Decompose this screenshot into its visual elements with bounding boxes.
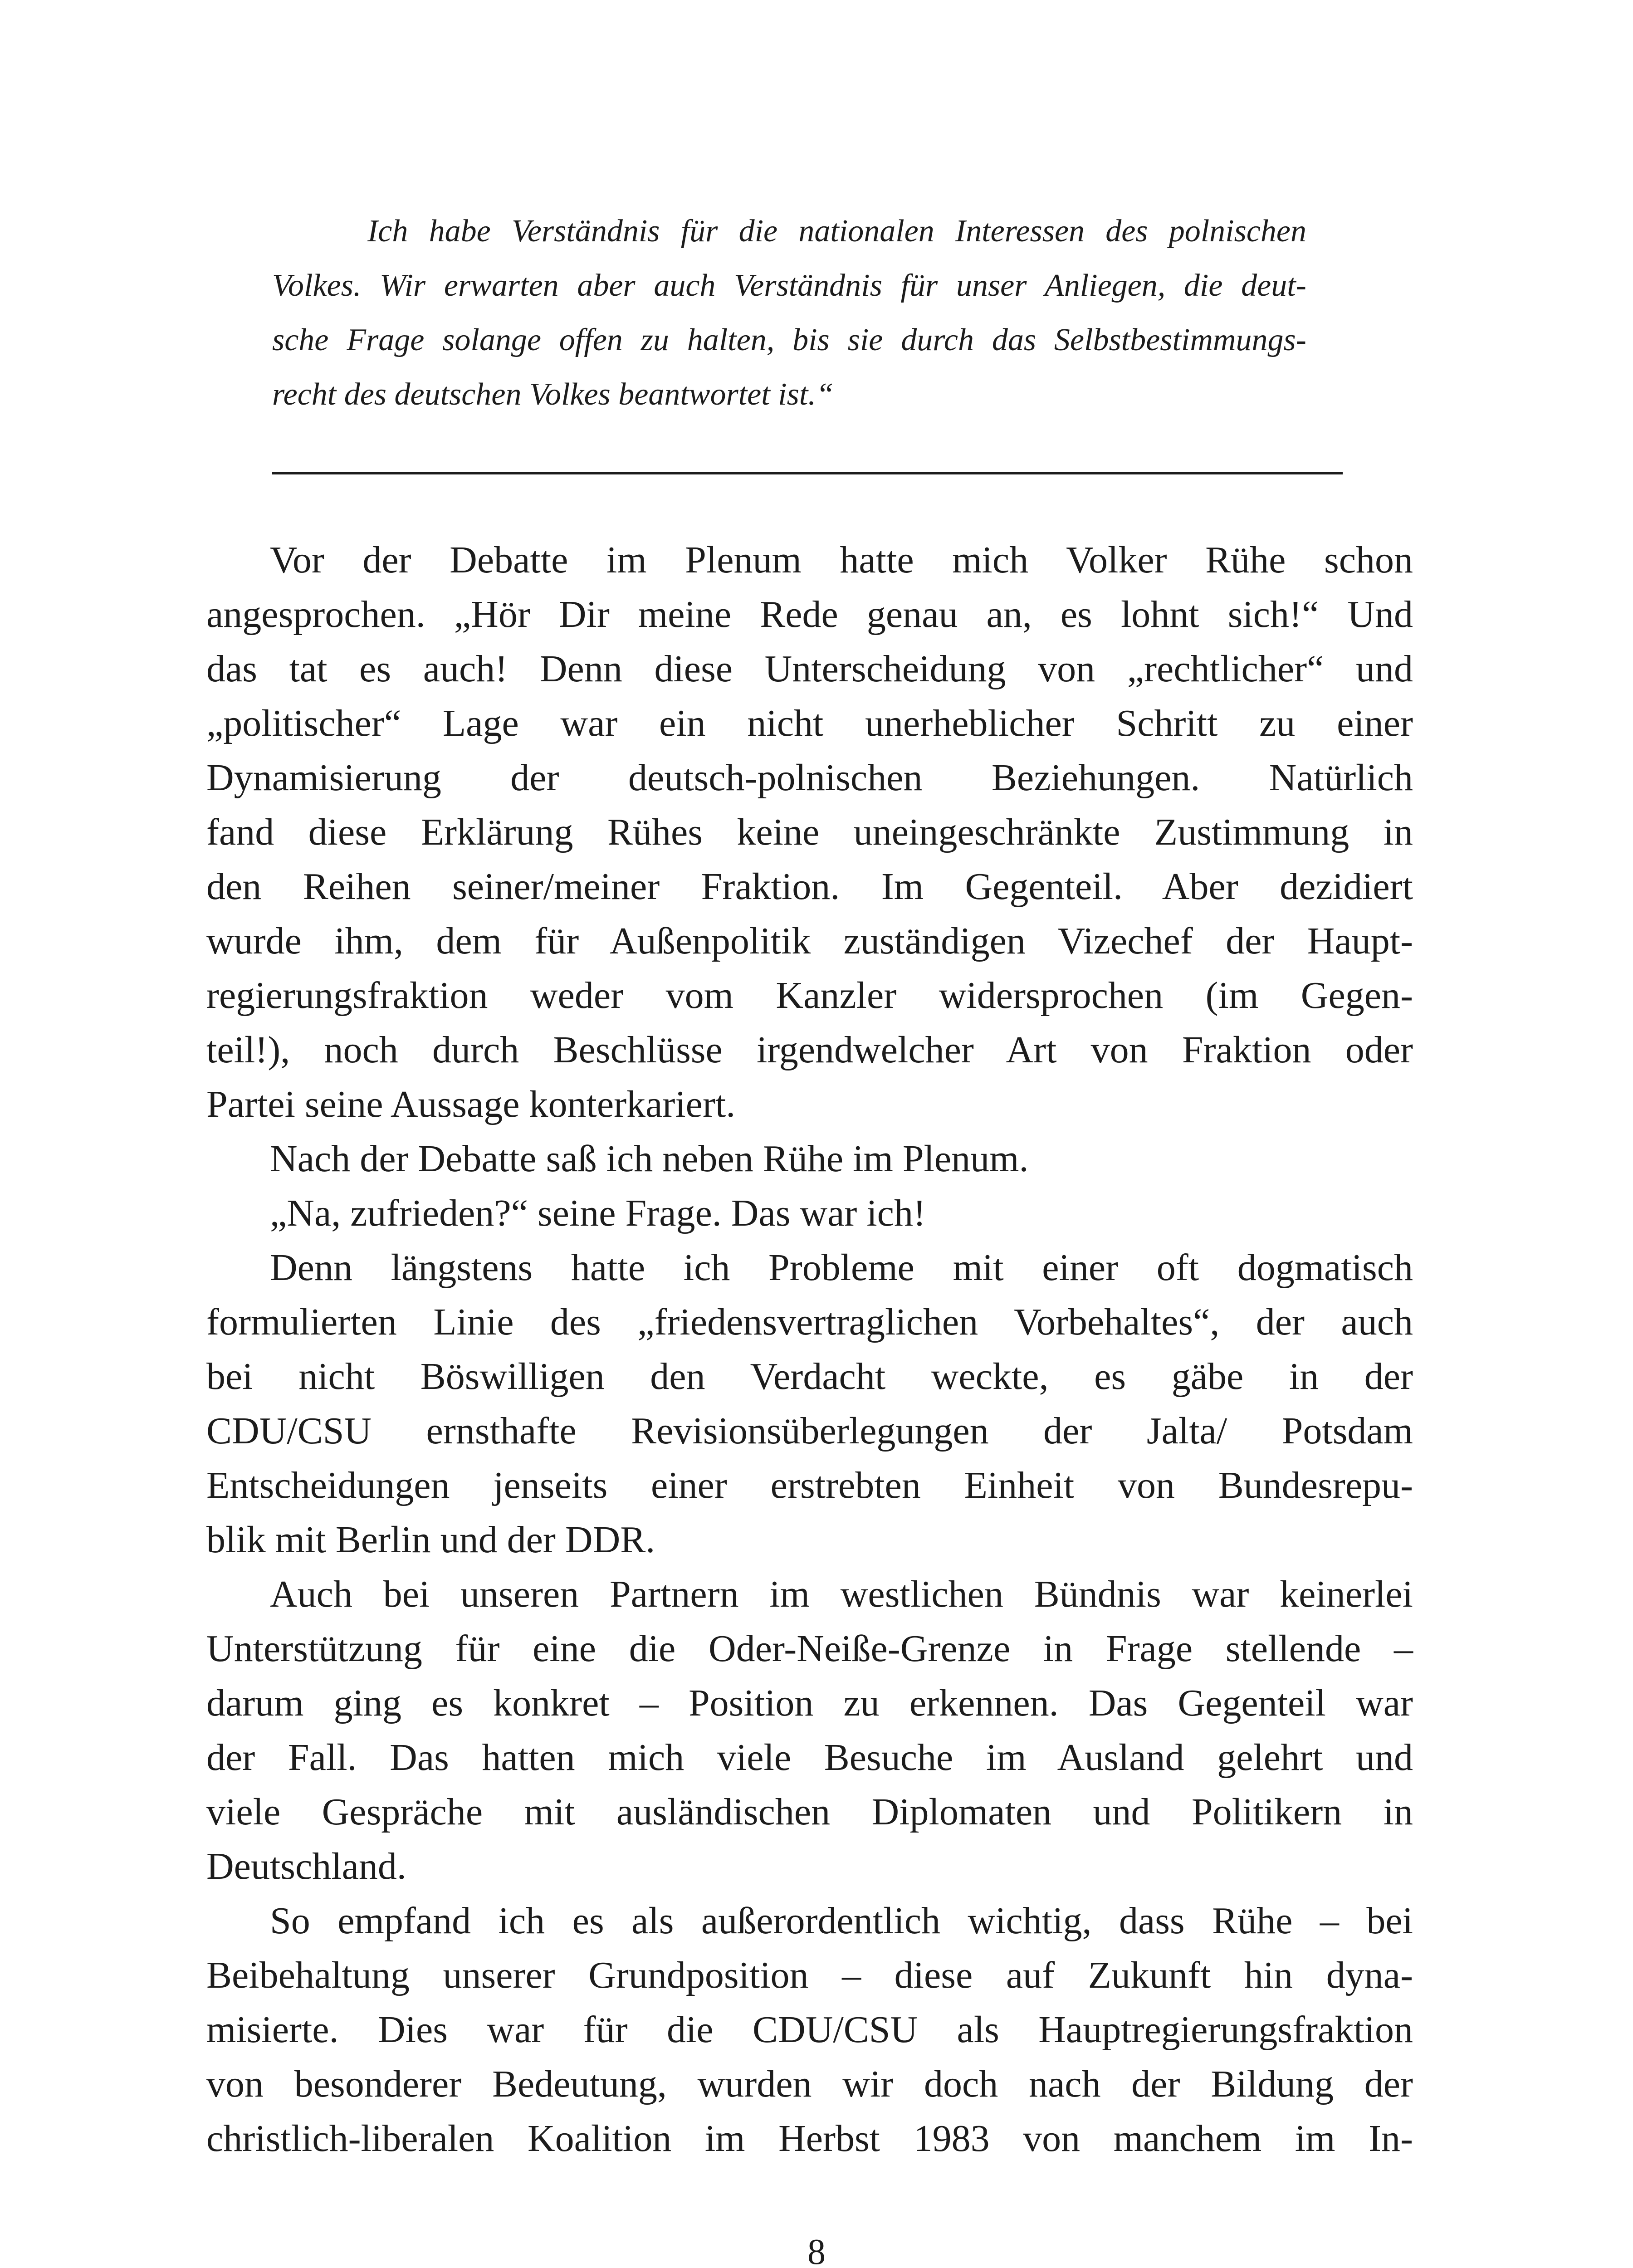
block-quote xyxy=(272,204,1306,422)
quote-line: sche Frage solange offen zu halten, bis sie durch das Selbstbestimmungs- xyxy=(272,323,1306,357)
text-line: Auch bei unseren Partnern im westlichen Bündnis war keinerlei xyxy=(270,1573,1413,1615)
text-line: Dynamisierung der deutsch-polnischen Beziehungen. Natürlich xyxy=(206,757,1413,799)
text-line: angesprochen. „Hör Dir meine Rede genau an, es lohnt sich!“ Und xyxy=(206,593,1413,635)
text-line: teil!), noch durch Beschlüsse irgendwelcher Art von Fraktion oder xyxy=(206,1029,1413,1071)
text-line: misierte. Dies war für die CDU/CSU als Hauptregierungsfraktion xyxy=(206,2009,1413,2051)
page-number: 8 xyxy=(807,2232,826,2268)
text-line: darum ging es konkret – Position zu erkennen. Das Gegenteil war xyxy=(206,1682,1413,1724)
text-line: „politischer“ Lage war ein nicht unerheblicher Schritt zu einer xyxy=(206,702,1413,744)
section-divider xyxy=(272,472,1343,474)
quote-line: Ich habe Verständnis für die nationalen Interessen des polnischen xyxy=(367,214,1306,249)
text-line: viele Gespräche mit ausländischen Diplomaten und Politikern in xyxy=(206,1791,1413,1833)
text-line: Unterstützung für eine die Oder-Neiße-Grenze in Frage stellende – xyxy=(206,1628,1413,1670)
text-line: Entscheidungen jenseits einer erstrebten Einheit von Bundesrepu- xyxy=(206,1464,1413,1506)
text-line: blik mit Berlin und der DDR. xyxy=(206,1519,655,1561)
text-line: „Na, zufrieden?“ seine Frage. Das war ich! xyxy=(270,1192,926,1234)
text-line: von besonderer Bedeutung, wurden wir doch nach der Bildung der xyxy=(206,2063,1413,2105)
text-line: Vor der Debatte im Plenum hatte mich Volker Rühe schon xyxy=(270,539,1413,581)
text-line: Beibehaltung unserer Grundposition – diese auf Zukunft hin dyna- xyxy=(206,1954,1413,1996)
text-line: Nach der Debatte saß ich neben Rühe im Plenum. xyxy=(270,1138,1029,1180)
text-line: bei nicht Böswilligen den Verdacht weckte, es gäbe in der xyxy=(206,1355,1413,1398)
text-line: den Reihen seiner/meiner Fraktion. Im Gegenteil. Aber dezidiert xyxy=(206,865,1413,908)
text-line: fand diese Erklärung Rühes keine uneingeschränkte Zustimmung in xyxy=(206,811,1413,853)
text-line: der Fall. Das hatten mich viele Besuche im Ausland gelehrt und xyxy=(206,1736,1413,1779)
text-line: Partei seine Aussage konterkariert. xyxy=(206,1083,736,1125)
body-text xyxy=(206,533,1413,2166)
text-line: formulierten Linie des „friedensvertraglichen Vorbehaltes“, der auch xyxy=(206,1301,1413,1343)
text-line: So empfand ich es als außerordentlich wichtig, dass Rühe – bei xyxy=(270,1900,1413,1942)
text-line: wurde ihm, dem für Außenpolitik zuständigen Vizechef der Haupt- xyxy=(206,920,1413,962)
text-line: das tat es auch! Denn diese Unterscheidung von „rechtlicher“ und xyxy=(206,648,1413,690)
text-line: CDU/CSU ernsthafte Revisionsüberlegungen der Jalta/ Potsdam xyxy=(206,1410,1413,1452)
text-line: Deutschland. xyxy=(206,1845,406,1887)
quote-line: Volkes. Wir erwarten aber auch Verständnis für unser Anliegen, die deut- xyxy=(272,268,1306,303)
text-line: Denn längstens hatte ich Probleme mit einer oft dogmatisch xyxy=(270,1246,1413,1289)
quote-line: recht des deutschen Volkes beantwortet ist.“ xyxy=(272,377,834,412)
text-line: regierungsfraktion weder vom Kanzler widersprochen (im Gegen- xyxy=(206,974,1413,1017)
text-line: christlich-liberalen Koalition im Herbst 1983 von manchem im In- xyxy=(206,2117,1413,2160)
